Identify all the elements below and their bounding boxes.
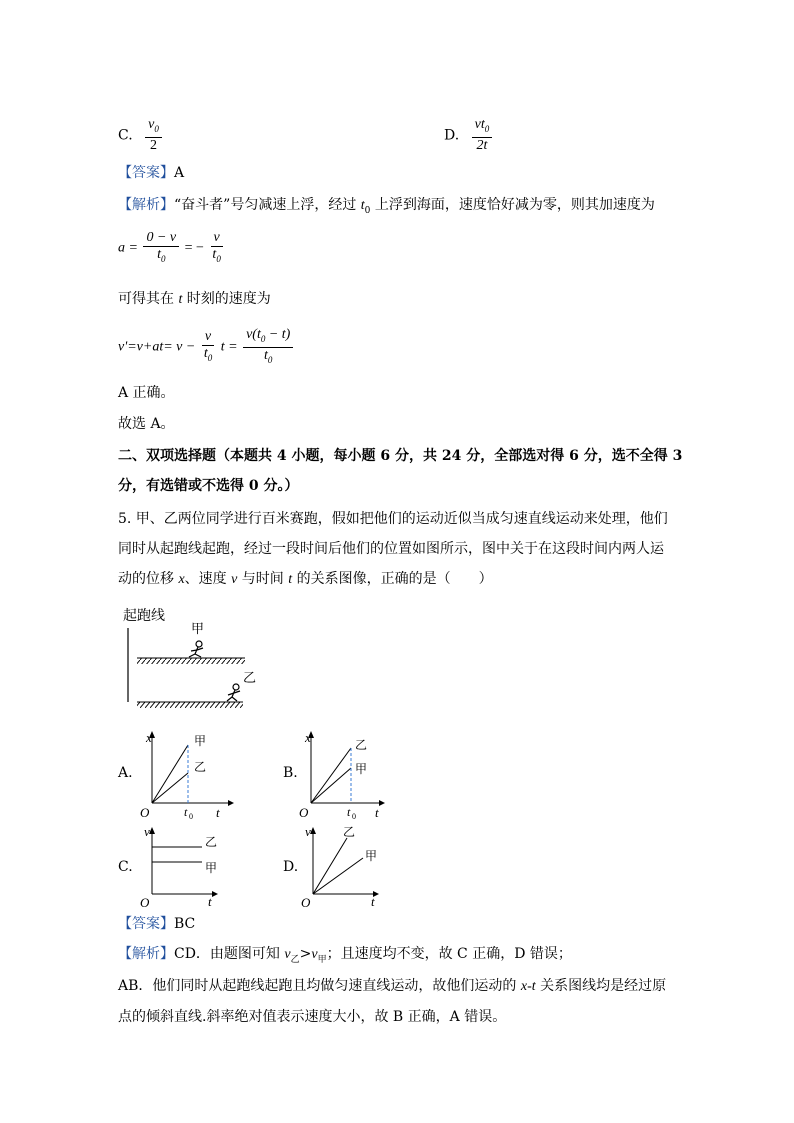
origin-label: O — [140, 895, 150, 910]
eq2-num: v — [202, 329, 214, 346]
analysis-text: 可得其在 — [118, 291, 179, 307]
analysis-1-line1 — [118, 195, 655, 221]
graph-b — [297, 728, 397, 820]
question-5-line2: 同时从起跑线起跑，经过一段时间后他们的位置如图所示，图中关于在这段时间内两人运 — [118, 541, 664, 557]
eq2-num2-sub: 0 — [260, 333, 266, 344]
x-axis-arrow-icon — [212, 891, 218, 897]
x-axis-label: t — [208, 894, 212, 909]
q5-text: 与时间 — [237, 571, 289, 587]
x-axis-arrow-icon — [379, 800, 385, 806]
section-2-heading-line1: 二、双项选择题（本题共 4 小题，每小题 6 分，共 24 分，全部选对得 6 分，选不全得 3 — [118, 448, 683, 464]
eq1-den2-sub: 0 — [216, 253, 221, 264]
line-jia-label: 甲 — [365, 849, 378, 863]
eq1-den: t — [157, 247, 161, 262]
line-jia-label: 甲 — [194, 734, 207, 748]
lane-2-ground — [137, 702, 243, 708]
var-x: x — [178, 572, 185, 587]
line-jia-label: 甲 — [205, 861, 218, 875]
runner-yi-label: 乙 — [243, 670, 257, 685]
origin-label: O — [140, 805, 150, 820]
x-axis-label: t — [371, 894, 375, 909]
analysis-text: “奋斗者”号匀减速上浮，经过 — [174, 197, 361, 213]
y-axis-label: x — [146, 730, 152, 745]
analysis-1-line3: A 正确。 — [118, 385, 175, 401]
graph-a — [138, 728, 238, 820]
origin-label: O — [299, 805, 309, 820]
race-figure — [115, 600, 275, 715]
var-t: t — [360, 198, 365, 213]
line-yi — [313, 838, 347, 894]
eq2-den-sub: 0 — [207, 352, 213, 363]
answer-value: BC — [174, 916, 196, 932]
q5-text: 、速度 — [184, 571, 232, 587]
runner-jia-label: 甲 — [191, 621, 205, 636]
answer-2 — [118, 914, 195, 934]
eq2-num2: v(t — [246, 327, 261, 342]
q5-text: 动的位移 — [118, 571, 179, 587]
eq2-lhs: v'=v+at= v − — [118, 339, 196, 355]
line-yi-label: 乙 — [205, 835, 218, 849]
option-c-den: 2 — [149, 137, 157, 153]
option-d-den: 2t — [476, 137, 488, 153]
origin-label: O — [301, 895, 311, 910]
y-axis-label: x — [305, 730, 311, 745]
x-axis-label: t — [216, 805, 220, 820]
line-jia — [152, 745, 188, 803]
equation-1 — [118, 230, 226, 267]
var-v: v — [231, 572, 238, 587]
analysis-2-line2 — [118, 976, 666, 997]
answer-tag: 【答案】 — [118, 916, 174, 932]
question-5-line1: 5. 甲、乙两位同学进行百米赛跑，假如把他们的运动近似当成匀速直线运动来处理，他们 — [118, 511, 668, 527]
x-axis-arrow-icon — [228, 800, 234, 806]
eq2-mid: t = — [220, 339, 238, 355]
line-jia-label: 甲 — [355, 762, 368, 776]
var-v: v — [311, 947, 318, 962]
analysis-tag: 【解析】 — [118, 197, 174, 213]
analysis-tag: 【解析】 — [118, 946, 174, 962]
line-yi — [311, 748, 351, 803]
line-yi-label: 乙 — [194, 760, 207, 774]
option-c-num-sub: 0 — [154, 123, 159, 134]
option-d-graph-label: D. — [283, 859, 299, 875]
eq1-lhs: a = — [118, 240, 138, 256]
option-b-label: B. — [283, 765, 298, 781]
var-v-sub: 乙 — [290, 954, 300, 965]
analysis-2-line1 — [118, 944, 572, 970]
eq2-num2-end: − t) — [265, 327, 291, 342]
y-axis-arrow-icon — [310, 827, 316, 834]
t0-label: t — [347, 805, 351, 819]
option-d-label: D. — [444, 127, 460, 144]
lane-1-ground — [137, 658, 245, 664]
runner-yi-icon — [227, 684, 240, 701]
y-axis-label: v — [305, 824, 311, 839]
x-axis-label: t — [375, 805, 379, 820]
eq1-den2: t — [212, 247, 217, 262]
equation-2 — [118, 327, 295, 368]
analysis-text: ；且速度均不变，故 C 正确，D 错误； — [326, 946, 572, 962]
graph-d — [297, 822, 397, 910]
gt-sign: > — [299, 946, 312, 962]
option-d-num: vt — [474, 117, 485, 132]
option-c-num: v — [148, 117, 155, 132]
option-c-label: C. — [118, 127, 133, 144]
option-a-label: A. — [118, 765, 133, 781]
graph-c — [138, 822, 238, 910]
eq1-num: 0 − v — [143, 230, 179, 247]
var-t-sub: 0 — [364, 205, 371, 216]
eq1-mid: = − — [184, 240, 204, 256]
runner-jia-icon — [189, 641, 203, 657]
var-t: t — [288, 572, 293, 587]
option-c — [118, 117, 164, 154]
analysis-1-line2 — [118, 289, 271, 310]
t0-sub-label: 0 — [352, 812, 356, 820]
question-5-line3 — [118, 569, 493, 590]
q5-text: 的关系图像，正确的是（ ） — [292, 571, 493, 587]
line-jia — [311, 768, 351, 803]
answer-tag: 【答案】 — [118, 165, 174, 181]
analysis-text: 关系图线均是经过原 — [535, 978, 667, 994]
eq2-den: t — [203, 345, 208, 361]
analysis-2-line3: 点的倾斜直线.斜率绝对值表示速度大小，故 B 正确，A 错误。 — [118, 1009, 507, 1025]
answer-1 — [118, 163, 184, 183]
analysis-text: CD．由题图可知 — [174, 946, 285, 962]
analysis-text: AB．他们同时从起跑线起跑且均做匀速直线运动，故他们运动的 — [118, 978, 521, 994]
line-yi-label: 乙 — [343, 825, 356, 839]
start-line-label: 起跑线 — [123, 609, 165, 624]
t0-sub-label: 0 — [189, 812, 193, 820]
eq2-den2-sub: 0 — [267, 354, 273, 365]
var-xt: x-t — [520, 979, 536, 994]
var-v: v — [284, 947, 291, 962]
eq1-num2: v — [211, 230, 223, 247]
line-yi — [152, 773, 188, 803]
var-v-sub: 甲 — [317, 954, 327, 965]
eq1-den-sub: 0 — [160, 253, 166, 264]
var-t: t — [178, 292, 183, 307]
option-d — [444, 117, 494, 154]
y-axis-arrow-icon — [149, 827, 155, 834]
option-c-graph-label: C. — [118, 859, 133, 875]
analysis-1-line4: 故选 A。 — [118, 416, 175, 432]
section-2-heading-line2: 分，有选错或不选得 0 分。） — [118, 478, 299, 494]
y-axis-label: v — [144, 824, 150, 839]
eq2-den2: t — [264, 347, 268, 363]
answer-value: A — [174, 165, 185, 181]
analysis-text: 时刻的速度为 — [182, 291, 271, 307]
analysis-text: 上浮到海面，速度恰好减为零，则其加速度为 — [370, 197, 655, 213]
option-d-num-sub: 0 — [484, 123, 490, 134]
line-yi-label: 乙 — [355, 738, 368, 752]
t0-label: t — [184, 805, 188, 819]
line-jia — [313, 858, 363, 894]
